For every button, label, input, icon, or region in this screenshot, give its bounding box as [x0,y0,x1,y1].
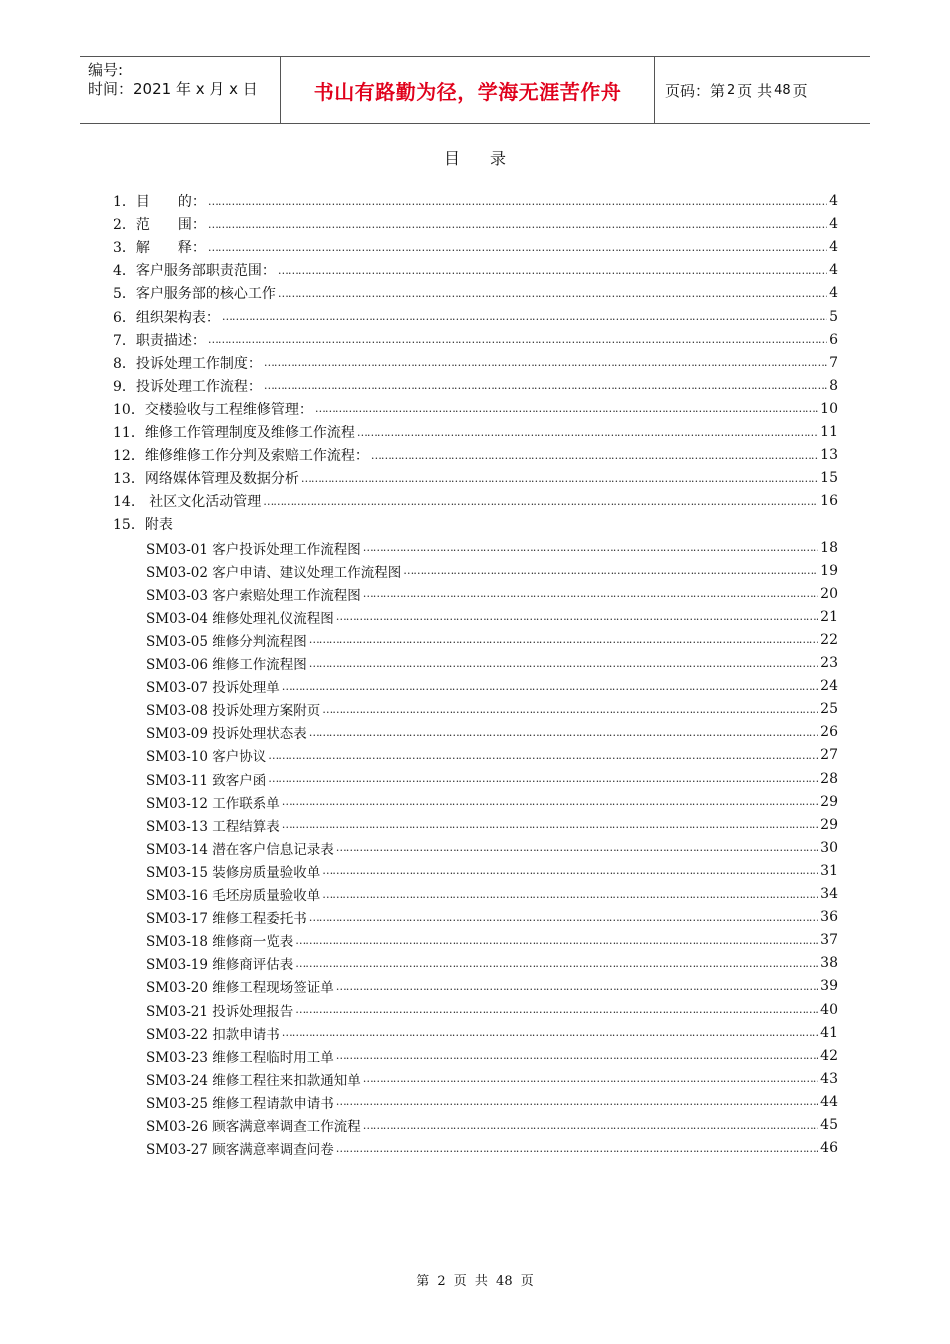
toc-entry-page: 13 [820,447,838,464]
toc-entry[interactable] [146,975,838,997]
toc-dot-leader [309,911,818,924]
toc-entry-label: SM03-12 工作联系单 [146,795,280,812]
toc-dot-leader [282,1026,818,1039]
page-header [80,56,870,124]
toc-entry-label: SM03-05 维修分判流程图 [146,633,307,650]
toc-dot-leader [264,379,827,392]
toc-entry-page: 39 [820,978,838,995]
toc-dot-leader [268,772,818,785]
header-motto: 书山有路勤为径，学海无涯苦作舟 [281,57,655,123]
toc-entry-page: 29 [820,793,838,810]
toc-entry[interactable] [146,652,838,674]
toc-dot-leader [403,564,818,577]
toc-entry-label: SM03-07 投诉处理单 [146,680,280,697]
toc-entry-page: 6 [829,331,838,348]
toc-entry-label: 13．网络媒体管理及数据分析 [113,471,299,488]
toc-entry[interactable] [113,467,838,489]
toc-entry-label: 6．组织架构表： [113,309,220,326]
toc-entry-label: 5．客户服务部的核心工作 [113,286,276,303]
toc-dot-leader [295,1003,818,1016]
toc-dot-leader [268,749,818,762]
toc-entry-label: SM03-22 扣款申请书 [146,1026,280,1043]
toc-entry-label: 4．客户服务部职责范围： [113,263,276,280]
toc-entry[interactable] [146,1091,838,1113]
toc-entry[interactable] [113,490,838,512]
toc-entry-label: SM03-16 毛坯房质量验收单 [146,888,321,904]
toc-dot-leader [363,587,818,600]
toc-entry-label: SM03-23 维修工程临时用工单 [146,1049,334,1066]
toc-entry-page: 31 [820,862,838,879]
toc-dot-leader [336,610,818,623]
toc-entry-page: 40 [820,1001,838,1018]
toc-dot-leader [295,957,818,970]
toc-entry-label: 11．维修工作管理制度及维修工作流程 [113,425,355,441]
toc-entry-label: SM03-06 维修工作流程图 [146,657,307,673]
toc-entry-page: 23 [820,655,838,671]
toc-entry-page: 46 [820,1140,838,1157]
toc-entry-page: 21 [820,608,838,625]
toc-dot-leader [322,703,818,716]
toc-entry[interactable] [146,1114,838,1136]
toc-entry[interactable] [113,398,838,420]
toc-entry-page: 36 [820,909,838,926]
toc-entry[interactable] [146,1045,838,1067]
toc-dot-leader [282,795,818,808]
toc-entry-label: SM03-25 维修工程请款申请书 [146,1095,334,1112]
toc-dot-leader [363,541,818,554]
toc-entry-label: 3．解 释： [113,240,206,257]
toc-entry[interactable] [146,999,838,1021]
toc-entry[interactable] [113,513,838,535]
toc-entry-label: 7．职责描述： [113,332,206,349]
toc-entry[interactable] [146,952,838,974]
toc-dot-leader [295,934,818,947]
toc-entry-page: 4 [829,285,838,302]
toc-entry-page: 37 [820,932,838,949]
toc-entry[interactable] [113,259,838,281]
toc-dot-leader [208,195,827,208]
toc-entry-page: 10 [820,400,838,417]
toc-entry[interactable] [146,1022,838,1044]
toc-dot-leader [309,657,818,670]
toc-entry[interactable] [146,698,838,720]
toc-entry[interactable] [146,791,838,813]
toc-entry-page: 15 [820,470,838,487]
toc-entry-label: SM03-09 投诉处理状态表 [146,726,307,743]
toc-dot-leader [322,888,818,901]
toc-entry-label: 8．投诉处理工作制度： [113,355,262,372]
toc-entry[interactable] [146,744,838,766]
toc-entry[interactable] [113,444,838,466]
toc-entry-page: 19 [820,562,838,579]
toc-entry-label: SM03-24 维修工程往来扣款通知单 [146,1072,361,1089]
toc-dot-leader [336,841,818,854]
toc-entry-page: 4 [829,239,838,256]
toc-entry-label: SM03-03 客户索赔处理工作流程图 [146,587,361,604]
toc-entry[interactable] [146,837,838,859]
toc-dot-leader [208,241,827,254]
toc-entry[interactable] [146,929,838,951]
toc-entry-label: SM03-13 工程结算表 [146,818,280,835]
toc-entry-label: SM03-19 维修商评估表 [146,957,294,974]
toc-entry[interactable] [113,282,838,304]
toc-dot-leader [208,333,827,346]
toc-dot-leader [322,864,818,877]
toc-entry[interactable] [113,329,838,351]
toc-entry-page: 45 [820,1117,838,1133]
date-label: 时间：2021 年 x 月 x 日 [88,80,258,98]
toc-entry-label: SM03-15 装修房质量验收单 [146,864,321,881]
toc-dot-leader [336,980,818,993]
toc-title: 目录 [443,149,536,168]
toc-dot-leader [315,402,818,415]
toc-entry-page: 24 [820,678,838,695]
toc-entry[interactable] [146,629,838,651]
toc-entry-label: SM03-08 投诉处理方案附页 [146,703,321,720]
toc-entry-page: 30 [820,839,838,856]
toc-dot-leader [363,1072,818,1085]
toc-entry[interactable] [146,537,838,559]
toc-entry-page: 38 [820,955,838,972]
toc-entry[interactable] [146,860,838,882]
toc-entry-label: 9．投诉处理工作流程： [113,378,262,395]
toc-entry-label: SM03-18 维修商一览表 [146,934,294,951]
toc-entry-page: 41 [820,1024,838,1041]
toc-dot-leader [282,818,818,831]
toc-entry[interactable] [113,236,838,258]
toc-entry-label: 14. 社区文化活动管理 [113,494,262,511]
toc-entry[interactable] [146,721,838,743]
toc-dot-leader [371,449,818,462]
page-footer: 第 2 页 共 48 页 [416,1274,534,1289]
toc-entry-page: 29 [820,816,838,833]
toc-entry-page: 18 [820,539,838,556]
toc-entry[interactable] [146,606,838,628]
toc-entry[interactable] [146,768,838,790]
toc-entry[interactable] [113,421,838,443]
toc-entry-page: 4 [829,262,838,279]
toc-entry[interactable] [146,560,838,582]
toc-entry-label: SM03-11 致客户函 [146,772,267,789]
toc-entry-page: 16 [820,493,838,510]
toc-entry-label: 12．维修维修工作分判及索赔工作流程： [113,448,369,465]
toc-dot-leader [336,1049,818,1062]
toc-dot-leader [278,264,827,277]
toc-dot-leader [336,1095,818,1108]
toc-entry-label: SM03-02 客户申请、建议处理工作流程图 [146,564,402,581]
toc-dot-leader [282,680,818,693]
toc-entry[interactable] [113,352,838,374]
toc-entry-page: 27 [820,747,838,764]
toc-entry-page: 22 [820,631,838,648]
header-left-cell [80,57,281,123]
toc-dot-leader [208,218,827,231]
toc-dot-leader [301,472,818,485]
toc-entry-label: SM03-27 顾客满意率调查问卷 [146,1142,334,1159]
toc-entry-page: 28 [820,770,838,787]
toc-entry-page: 44 [820,1093,838,1110]
toc-entry[interactable] [113,213,838,235]
toc-entry-page: 4 [829,193,838,209]
toc-entry-page: 8 [829,377,838,394]
toc-entry[interactable] [146,814,838,836]
page-mid: 页 共 [737,81,773,100]
toc-dot-leader [263,495,818,508]
toc-entry[interactable] [113,375,838,397]
doc-number-label: 编号: [88,61,124,79]
toc-entry[interactable] [113,306,838,328]
toc-entry[interactable] [146,1137,838,1159]
toc-entry[interactable] [146,583,838,605]
toc-entry-label: SM03-26 顾客满意率调查工作流程 [146,1119,361,1135]
toc-dot-leader [363,1119,818,1132]
toc-entry[interactable] [146,906,838,928]
toc-entry-page: 42 [820,1047,838,1064]
toc-entry-label: SM03-17 维修工程委托书 [146,911,307,928]
toc-entry-page: 4 [829,216,838,233]
toc-entry-label: SM03-10 客户协议 [146,749,267,766]
toc-entry-label: SM03-14 潜在客户信息记录表 [146,841,334,858]
toc-entry-page: 26 [820,724,838,741]
toc-entry-page: 11 [820,424,838,440]
toc-entry-label: SM03-01 客户投诉处理工作流程图 [146,541,361,558]
toc-entry[interactable] [113,190,838,212]
toc-entry-label: SM03-20 维修工程现场签证单 [146,980,334,997]
toc-entry-page: 43 [820,1070,838,1087]
toc-entry-label: 15．附表 [113,517,173,534]
toc-entry[interactable] [146,1068,838,1090]
page-suffix: 页 [792,81,808,100]
toc-entry-page: 5 [829,308,838,325]
toc-entry[interactable] [146,883,838,905]
page-prefix: 页码：第 [665,81,726,100]
toc-entry-label: 10．交楼验收与工程维修管理： [113,401,313,418]
toc-entry-page: 20 [820,585,838,602]
toc-dot-leader [278,287,827,300]
toc-entry-page: 7 [829,354,838,371]
toc-entry-page: 25 [820,701,838,718]
page-current: 2 [727,82,736,98]
toc-dot-leader [357,426,818,439]
toc-dot-leader [222,310,827,323]
toc-entry-label: SM03-04 维修处理礼仪流程图 [146,610,334,627]
header-page-indicator [655,57,870,123]
toc-entry-label: 2．范 围： [113,217,206,234]
toc-entry-label: SM03-21 投诉处理报告 [146,1003,294,1020]
toc-dot-leader [264,356,827,369]
toc-entry[interactable] [146,675,838,697]
page-total: 48 [774,82,791,98]
toc-dot-leader [309,633,818,646]
toc-entry-label: 1．目 的： [113,194,206,210]
toc-entry-page: 34 [820,886,838,902]
toc-dot-leader [309,726,818,739]
toc-dot-leader [336,1142,818,1155]
